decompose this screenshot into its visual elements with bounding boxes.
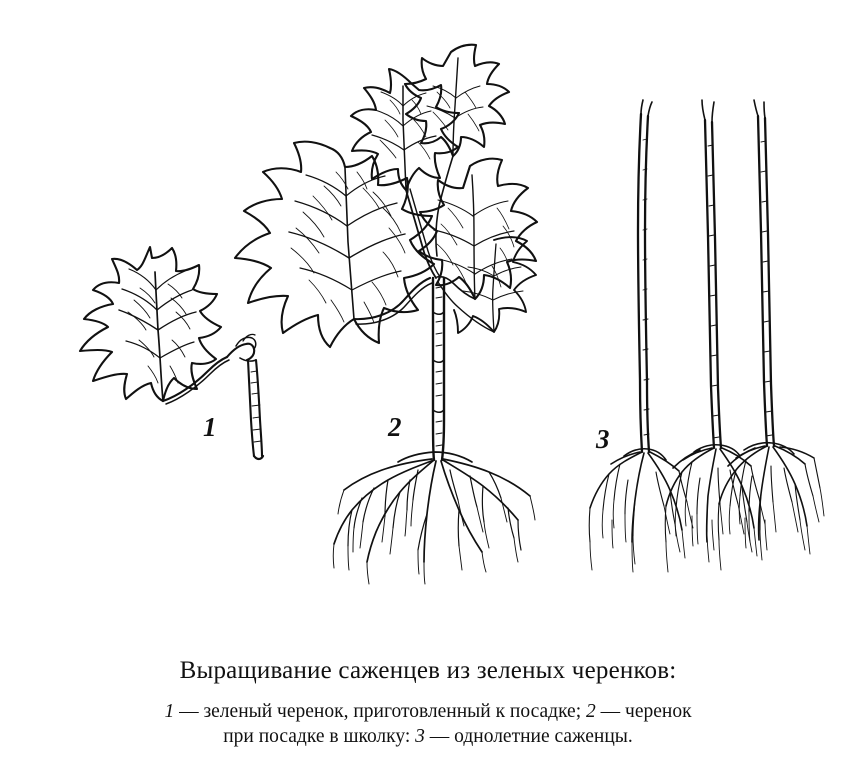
figure-caption-title: Выращивание саженцев из зеленых черенков: [179, 657, 677, 684]
figure-caption-legend [68, 699, 788, 749]
legend-text-1: — зеленый черенок, приготовленный к посадке; [174, 701, 587, 722]
legend-num-2: 2 [586, 701, 596, 722]
panel-3-saplings [589, 100, 824, 572]
legend-text-2: — черенок [595, 701, 692, 722]
panel-1-cutting [80, 247, 263, 459]
panel-label-1: 1 [203, 412, 217, 442]
legend-text-3: при посадке в школку: [223, 726, 416, 747]
legend-num-1: 1 [164, 701, 175, 722]
caption-block [0, 645, 856, 749]
panel-label-2: 2 [388, 412, 402, 442]
panel-2-rooted-cutting [235, 45, 537, 584]
legend-num-3: 3 [415, 726, 425, 747]
panel-label-3: 3 [596, 424, 610, 454]
legend-text-4: — однолетние саженцы. [424, 726, 633, 747]
